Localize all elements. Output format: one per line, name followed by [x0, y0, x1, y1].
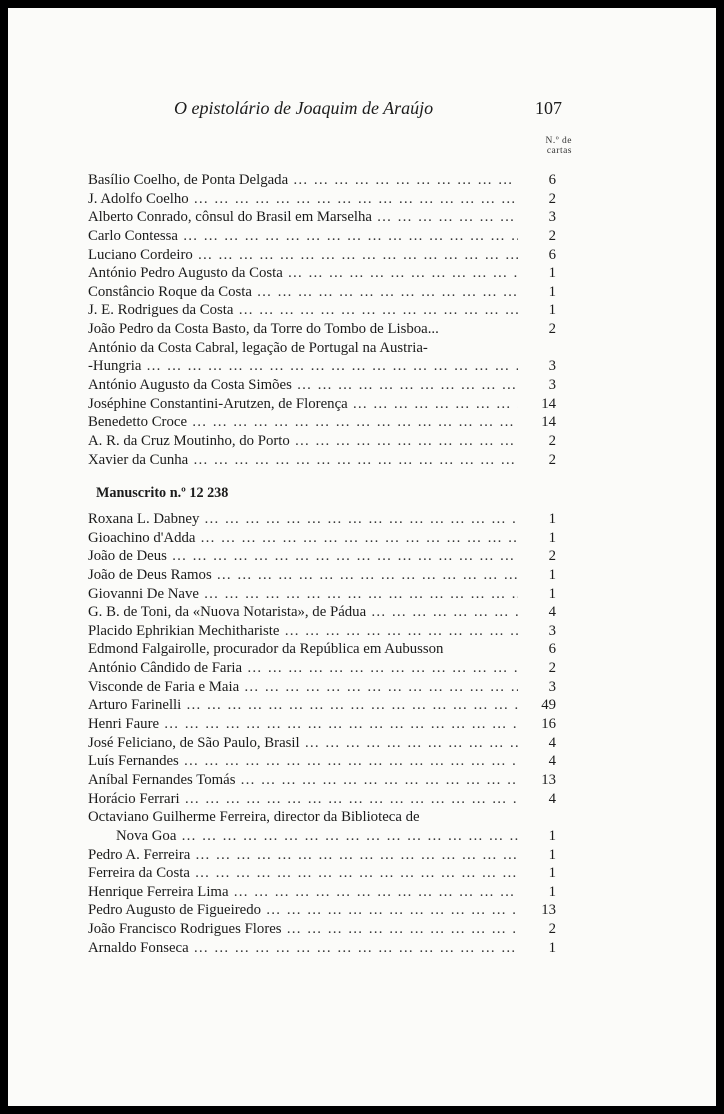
list-item: [88, 901, 568, 920]
letter-count: 2: [548, 432, 556, 449]
letter-count: 4: [548, 604, 556, 621]
letter-count: 6: [548, 641, 556, 658]
letter-count: 2: [548, 660, 556, 677]
correspondents-list-1: [88, 171, 568, 469]
list-item: [88, 301, 568, 320]
list-item: [88, 659, 568, 678]
letter-count: 1: [548, 265, 556, 282]
list-item: [88, 939, 568, 958]
list-item: [88, 696, 568, 715]
correspondent-name: Arturo Farinelli … … … … … … … … … … … … … … … … … … … … … … … … … … … …: [88, 696, 518, 715]
list-item: [88, 827, 568, 846]
list-item: [88, 190, 568, 209]
list-item: [88, 566, 568, 585]
list-item: [88, 920, 568, 939]
correspondent-name: Gioachino d'Adda … … … … … … … … … … … … … … … … … … … … … … … … … … … …: [88, 529, 518, 548]
correspondent-name: Visconde de Faria e Maia … … … … … … … … … … … … … … … … … … … … … … … … … … … …: [88, 678, 518, 697]
list-item: [88, 320, 568, 339]
list-item: [88, 283, 568, 302]
correspondent-name: Pedro Augusto de Figueiredo … … … … … … … … … … … … … … … … … … … … … … … … … … … …: [88, 901, 518, 920]
letter-count: 1: [548, 846, 556, 863]
letter-count: 16: [541, 716, 556, 733]
letter-count: 1: [548, 939, 556, 956]
correspondent-name: Ferreira da Costa … … … … … … … … … … … … … … … … … … … … … … … … … … … …: [88, 864, 518, 883]
letter-count: 4: [548, 790, 556, 807]
letter-count: 1: [548, 302, 556, 319]
list-item: [88, 339, 568, 358]
correspondent-name: Placido Ephrikian Mechithariste … … … … … … … … … … … … … … … … … … … … … … … … … … … …: [88, 622, 518, 641]
correspondent-name: A. R. da Cruz Moutinho, do Porto … … … … … … … … … … … … … … … … … … … … … … … … … … … …: [88, 432, 518, 451]
correspondent-name: Joséphine Constantini-Arutzen, de Florença … … … … … … … … … … … … … … … … … … … … … … … … … … … …: [88, 395, 518, 414]
letter-count: 2: [548, 227, 556, 244]
letter-count: 1: [548, 865, 556, 882]
letter-count: 1: [548, 585, 556, 602]
running-header: [8, 98, 716, 122]
correspondent-name: Edmond Falgairolle, procurador da República em Aubusson: [88, 641, 444, 658]
list-item: [88, 864, 568, 883]
list-item: [88, 171, 568, 190]
correspondent-name: Pedro A. Ferreira … … … … … … … … … … … … … … … … … … … … … … … … … … … …: [88, 846, 518, 865]
correspondents-list-2: [88, 510, 568, 957]
correspondent-name: João de Deus Ramos … … … … … … … … … … … … … … … … … … … … … … … … … … … …: [88, 566, 518, 585]
list-item: [88, 451, 568, 470]
correspondent-name: João Pedro da Costa Basto, da Torre do Tombo de Lisboa...: [88, 321, 439, 338]
list-item: [88, 227, 568, 246]
list-item: [88, 808, 568, 827]
letter-count: 3: [548, 678, 556, 695]
correspondent-name: António Augusto da Costa Simões … … … … … … … … … … … … … … … … … … … … … … … … … … … …: [88, 376, 518, 395]
count-column-header: [508, 136, 572, 156]
correspondent-name: -Hungria … … … … … … … … … … … … … … … … … … … … … … … … … … … …: [88, 357, 518, 376]
correspondent-name: Nova Goa … … … … … … … … … … … … … … … … … … … … … … … … … … … …: [88, 827, 518, 846]
correspondent-name: Basílio Coelho, de Ponta Delgada … … … … … … … … … … … … … … … … … … … … … … … … … … … …: [88, 171, 518, 190]
list-item: [88, 246, 568, 265]
list-item: [88, 752, 568, 771]
correspondent-name: João de Deus … … … … … … … … … … … … … … … … … … … … … … … … … … … …: [88, 547, 518, 566]
list-item: [88, 376, 568, 395]
list-item: [88, 357, 568, 376]
letter-count: 4: [548, 734, 556, 751]
list-item: [88, 395, 568, 414]
letter-count: 3: [548, 209, 556, 226]
letter-count: 1: [548, 566, 556, 583]
correspondent-name: Carlo Contessa … … … … … … … … … … … … … … … … … … … … … … … … … … … …: [88, 227, 518, 246]
correspondent-name: João Francisco Rodrigues Flores … … … … … … … … … … … … … … … … … … … … … … … … … … … …: [88, 920, 518, 939]
letter-count: 2: [548, 190, 556, 207]
letter-count: 1: [548, 883, 556, 900]
list-item: [88, 846, 568, 865]
list-item: [88, 547, 568, 566]
list-item: [88, 883, 568, 902]
correspondent-name: Octaviano Guilherme Ferreira, director da Biblioteca de: [88, 809, 420, 826]
correspondent-name: António Cândido de Faria … … … … … … … … … … … … … … … … … … … … … … … … … … … …: [88, 659, 518, 678]
letter-count: 6: [548, 246, 556, 263]
correspondent-name: Luciano Cordeiro … … … … … … … … … … … … … … … … … … … … … … … … … … … …: [88, 246, 518, 265]
count-column-header-line2: cartas: [546, 146, 572, 156]
page-number: 107: [535, 98, 562, 118]
letter-count: 1: [548, 283, 556, 300]
correspondent-name: J. E. Rodrigues da Costa … … … … … … … … … … … … … … … … … … … … … … … … … … … …: [88, 301, 518, 320]
letter-count: 14: [541, 414, 556, 431]
correspondent-name: Henrique Ferreira Lima … … … … … … … … … … … … … … … … … … … … … … … … … … … …: [88, 883, 518, 902]
letter-count: 13: [541, 902, 556, 919]
list-item: [88, 622, 568, 641]
letter-count: 49: [541, 697, 556, 714]
list-item: [88, 790, 568, 809]
list-item: [88, 603, 568, 622]
letter-count: 13: [541, 771, 556, 788]
correspondent-name: Alberto Conrado, cônsul do Brasil em Marselha … … … … … … … … … … … … … … … … … … … … … … … … … … … …: [88, 208, 518, 227]
list-item: [88, 585, 568, 604]
letter-count: 6: [548, 172, 556, 188]
letter-count: 3: [548, 358, 556, 375]
correspondent-name: Roxana L. Dabney … … … … … … … … … … … … … … … … … … … … … … … … … … … …: [88, 510, 518, 529]
list-item: [88, 771, 568, 790]
list-item: [88, 678, 568, 697]
list-item: [88, 510, 568, 529]
correspondent-name: Aníbal Fernandes Tomás … … … … … … … … … … … … … … … … … … … … … … … … … … … …: [88, 771, 518, 790]
manuscript-heading: Manuscrito n.º 12 238: [96, 485, 229, 501]
list-item: [88, 640, 568, 659]
correspondent-name: Henri Faure … … … … … … … … … … … … … … … … … … … … … … … … … … … …: [88, 715, 518, 734]
running-title: O epistolário de Joaquim de Araújo: [174, 98, 434, 118]
letter-count: 3: [548, 377, 556, 394]
list-item: [88, 208, 568, 227]
correspondent-name: Benedetto Croce … … … … … … … … … … … … … … … … … … … … … … … … … … … …: [88, 413, 518, 432]
letter-count: 2: [548, 451, 556, 468]
correspondent-name: António Pedro Augusto da Costa … … … … … … … … … … … … … … … … … … … … … … … … … … … …: [88, 264, 518, 283]
correspondent-name: G. B. de Toni, da «Nuova Notarista», de Pádua … … … … … … … … … … … … … … … … … … … … … … … … … … … …: [88, 603, 518, 622]
letter-count: 14: [541, 395, 556, 412]
book-page: [8, 8, 716, 1106]
correspondent-name: José Feliciano, de São Paulo, Brasil … … … … … … … … … … … … … … … … … … … … … … … … … … … …: [88, 734, 518, 753]
letter-count: 2: [548, 548, 556, 565]
letter-count: 2: [548, 321, 556, 338]
correspondent-name: Luís Fernandes … … … … … … … … … … … … … … … … … … … … … … … … … … … …: [88, 752, 518, 771]
list-item: [88, 734, 568, 753]
list-item: [88, 529, 568, 548]
correspondent-name: Arnaldo Fonseca … … … … … … … … … … … … … … … … … … … … … … … … … … … …: [88, 939, 518, 958]
correspondent-name: Constâncio Roque da Costa … … … … … … … … … … … … … … … … … … … … … … … … … … … …: [88, 283, 518, 302]
letter-count: 1: [548, 529, 556, 546]
letter-count: 1: [548, 511, 556, 527]
letter-count: 1: [548, 827, 556, 844]
correspondent-name: Horácio Ferrari … … … … … … … … … … … … … … … … … … … … … … … … … … … …: [88, 790, 518, 809]
letter-count: 4: [548, 753, 556, 770]
list-item: [88, 413, 568, 432]
correspondent-name: J. Adolfo Coelho … … … … … … … … … … … … … … … … … … … … … … … … … … … …: [88, 190, 518, 209]
list-item: [88, 432, 568, 451]
letter-count: 3: [548, 622, 556, 639]
correspondent-name: António da Costa Cabral, legação de Portugal na Austria-: [88, 339, 428, 356]
count-column-header-line1: N.º de: [545, 136, 572, 146]
correspondent-name: Xavier da Cunha … … … … … … … … … … … … … … … … … … … … … … … … … … … …: [88, 451, 518, 470]
letter-count: 2: [548, 921, 556, 938]
correspondent-name: Giovanni De Nave … … … … … … … … … … … … … … … … … … … … … … … … … … … …: [88, 585, 518, 604]
list-item: [88, 264, 568, 283]
list-item: [88, 715, 568, 734]
